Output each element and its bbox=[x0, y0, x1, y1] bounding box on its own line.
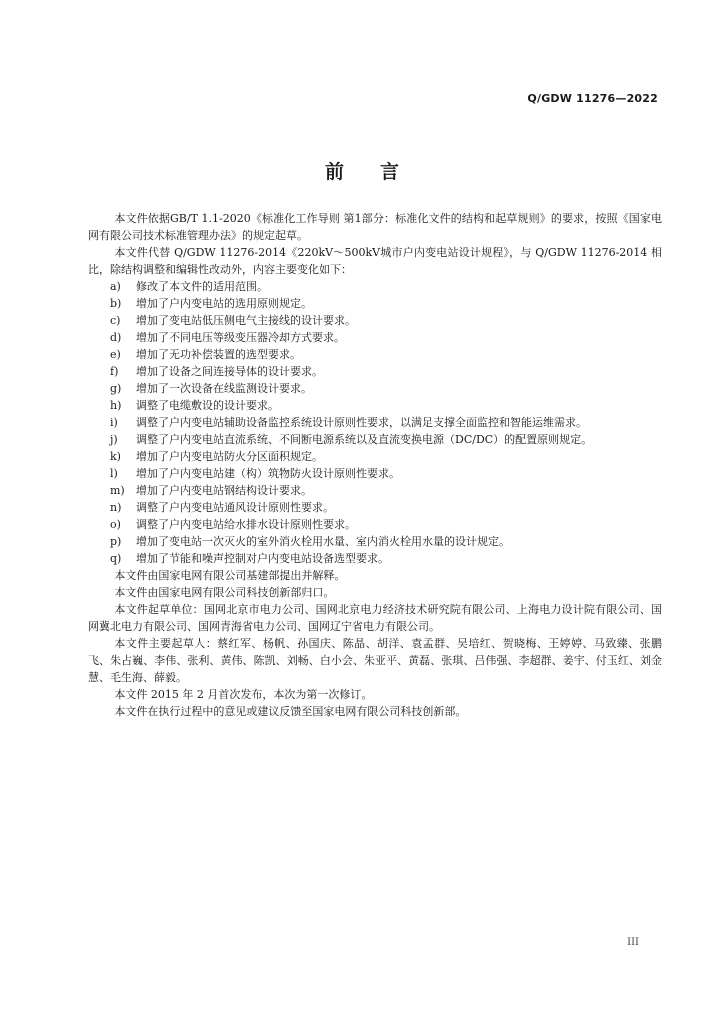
list-marker: p) bbox=[110, 535, 122, 548]
list-marker: q) bbox=[110, 552, 122, 565]
list-text: 调整了电缆敷设的设计要求。 bbox=[136, 399, 279, 412]
list-item bbox=[110, 414, 662, 431]
list-marker: j) bbox=[110, 433, 118, 446]
list-item bbox=[110, 465, 662, 482]
list-item bbox=[110, 397, 662, 414]
list-text: 调整了户内变电站给水排水设计原则性要求。 bbox=[136, 518, 356, 531]
closing-paragraph: 本文件起草单位：国网北京市电力公司、国网北京电力经济技术研究院有限公司、上海电力设计院有限公司、国网冀北电力有限公司、国网青海省电力公司、国网辽宁省电力有限公司。 bbox=[88, 603, 662, 633]
closing-paragraph: 本文件由国家电网有限公司科技创新部归口。 bbox=[114, 586, 335, 599]
list-item bbox=[110, 431, 662, 448]
document-body bbox=[88, 210, 662, 720]
list-text: 增加了设备之间连接导体的设计要求。 bbox=[136, 365, 323, 378]
standard-code: Q/GDW 11276—2022 bbox=[527, 92, 658, 105]
list-text: 调整了户内变电站辅助设备监控系统设计原则性要求，以满足支撑全面监控和智能运维需求。 bbox=[136, 416, 587, 429]
list-text: 增加了变电站一次灭火的室外消火栓用水量、室内消火栓用水量的设计规定。 bbox=[136, 535, 510, 548]
list-marker: f) bbox=[110, 365, 119, 378]
list-marker: n) bbox=[110, 501, 122, 514]
list-item bbox=[110, 295, 662, 312]
list-item bbox=[110, 312, 662, 329]
intro-paragraph: 本文件依据GB/T 1.1-2020《标准化工作导则 第1部分：标准化文件的结构和起草规则》的要求，按照《国家电网有限公司技术标准管理办法》的规定起草。 bbox=[88, 212, 662, 242]
list-item bbox=[110, 482, 662, 499]
list-marker: k) bbox=[110, 450, 121, 463]
list-text: 增加了不同电压等级变压器冷却方式要求。 bbox=[136, 331, 345, 344]
list-text: 增加了一次设备在线监测设计要求。 bbox=[136, 382, 312, 395]
list-text: 增加了户内变电站建（构）筑物防火设计原则性要求。 bbox=[136, 467, 400, 480]
page-number: III bbox=[627, 937, 639, 948]
intro-paragraph: 本文件代替 Q/GDW 11276-2014《220kV～500kV城市户内变电站设计规程》，与 Q/GDW 11276-2014 相比，除结构调整和编辑性改动外，内容主要变化如下： bbox=[88, 246, 662, 276]
list-marker: i) bbox=[110, 416, 118, 429]
list-marker: d) bbox=[110, 331, 122, 344]
page-title: 前言 bbox=[324, 161, 435, 183]
closing-paragraph: 本文件 2015 年 2 月首次发布，本次为第一次修订。 bbox=[114, 688, 373, 701]
list-item bbox=[110, 533, 662, 550]
list-text: 增加了无功补偿装置的选型要求。 bbox=[136, 348, 301, 361]
list-text: 调整了户内变电站通风设计原则性要求。 bbox=[136, 501, 334, 514]
list-item bbox=[110, 346, 662, 363]
list-item bbox=[110, 550, 662, 567]
list-item bbox=[110, 380, 662, 397]
list-marker: c) bbox=[110, 314, 121, 327]
list-item bbox=[110, 516, 662, 533]
list-item bbox=[110, 278, 662, 295]
list-text: 增加了户内变电站钢结构设计要求。 bbox=[136, 484, 312, 497]
list-text: 增加了户内变电站的选用原则规定。 bbox=[136, 297, 312, 310]
list-marker: b) bbox=[110, 297, 122, 310]
list-item bbox=[110, 499, 662, 516]
list-marker: m) bbox=[110, 484, 125, 497]
list-text: 增加了变电站低压侧电气主接线的设计要求。 bbox=[136, 314, 356, 327]
changes-list bbox=[88, 278, 662, 567]
list-text: 修改了本文件的适用范围。 bbox=[136, 280, 268, 293]
list-marker: g) bbox=[110, 382, 122, 395]
list-item bbox=[110, 448, 662, 465]
list-marker: o) bbox=[110, 518, 121, 531]
closing-paragraph: 本文件主要起草人：蔡红军、杨帆、孙国庆、陈晶、胡洋、袁孟群、吴培红、贺晓梅、王婷婷、马致臻、张鹏飞、朱占巍、李伟、张利、黄伟、陈凯、刘畅、白小会、朱亚平、黄磊、张琪、吕伟强、李超群、姜宇、付玉红、刘金慧、毛生海、薛毅。 bbox=[88, 637, 662, 684]
closing-paragraph: 本文件在执行过程中的意见或建议反馈至国家电网有限公司科技创新部。 bbox=[114, 705, 467, 718]
list-marker: a) bbox=[110, 280, 121, 293]
list-marker: e) bbox=[110, 348, 121, 361]
list-item bbox=[110, 329, 662, 346]
closing-paragraph: 本文件由国家电网有限公司基建部提出并解释。 bbox=[114, 569, 346, 582]
list-text: 增加了户内变电站防火分区面积规定。 bbox=[136, 450, 323, 463]
list-marker: h) bbox=[110, 399, 122, 412]
list-text: 增加了节能和噪声控制对户内变电站设备选型要求。 bbox=[136, 552, 389, 565]
list-item bbox=[110, 363, 662, 380]
list-marker: l) bbox=[110, 467, 118, 480]
list-text: 调整了户内变电站直流系统、不间断电源系统以及直流变换电源（DC/DC）的配置原则规定。 bbox=[136, 433, 593, 446]
